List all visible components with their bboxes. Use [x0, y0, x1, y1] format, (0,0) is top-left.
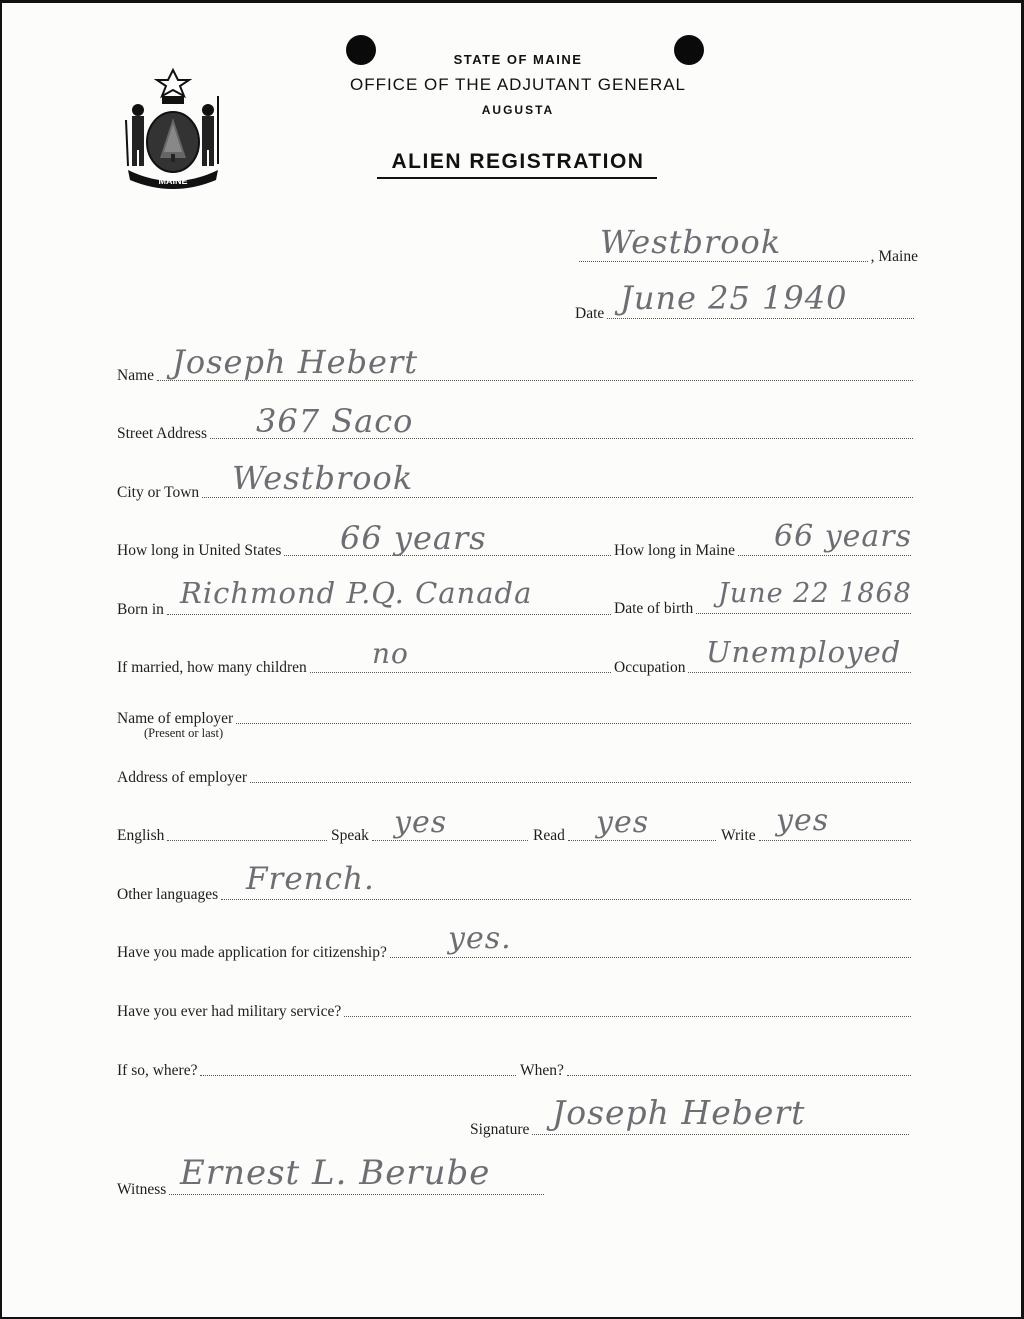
children-row: [117, 659, 614, 677]
military-row: [117, 1003, 914, 1021]
date-of-birth-line: [696, 612, 911, 614]
scan-border-left: [0, 0, 2, 1319]
occupation-line: [688, 671, 911, 673]
date-value: June 25 1940: [620, 279, 848, 317]
scan-border-top: [0, 0, 1024, 3]
how-long-maine-label: How long in Maine: [614, 542, 735, 559]
employer-sublabel: (Present or last): [144, 726, 224, 740]
military-line: [344, 1015, 911, 1017]
date-label: Date: [575, 305, 605, 322]
form-title: ALIEN REGISTRATION: [391, 150, 645, 173]
children-label: If married, how many children: [117, 659, 307, 676]
how-long-us-label: How long in United States: [117, 542, 282, 559]
street-row: [117, 425, 916, 443]
how-long-maine-value: 66 years: [774, 519, 913, 554]
name-label: Name: [117, 367, 155, 384]
occupation-value: Unemployed: [706, 635, 902, 669]
city-heading: AUGUSTA: [481, 103, 555, 117]
write-label: Write: [721, 827, 756, 844]
signature-value: Joseph Hebert: [552, 1093, 806, 1132]
place-value: Westbrook: [600, 223, 782, 261]
employer-address-label: Address of employer: [117, 769, 247, 786]
witness-label: Witness: [117, 1181, 167, 1198]
signature-line: [532, 1133, 909, 1135]
citizenship-row: [117, 944, 914, 962]
where-label: If so, where?: [117, 1062, 198, 1079]
children-line: [310, 671, 611, 673]
children-value: no: [372, 637, 409, 670]
employer-row: [117, 710, 914, 728]
other-languages-value: French.: [246, 861, 375, 897]
how-long-maine-line: [738, 554, 911, 556]
date-of-birth-label: Date of birth: [614, 600, 694, 617]
employer-address-line: [250, 781, 911, 783]
witness-value: Ernest L. Berube: [180, 1153, 491, 1193]
military-label: Have you ever had military service?: [117, 1003, 342, 1020]
street-value: 367 Saco: [256, 402, 414, 440]
write-value: yes: [776, 803, 830, 838]
signature-label: Signature: [470, 1121, 530, 1138]
english-label: English: [117, 827, 165, 844]
english-row: [117, 827, 330, 845]
title-underline: [377, 177, 657, 179]
employer-label: Name of employer: [117, 710, 234, 727]
street-label: Street Address: [117, 425, 207, 442]
other-languages-line: [221, 898, 911, 900]
how-long-us-value: 66 years: [340, 519, 487, 557]
city-label: City or Town: [117, 484, 200, 501]
born-in-label: Born in: [117, 601, 164, 618]
other-languages-label: Other languages: [117, 886, 219, 903]
name-value: Joseph Hebert: [172, 343, 419, 381]
office-heading: OFFICE OF THE ADJUTANT GENERAL: [349, 75, 687, 94]
other-languages-row: [117, 886, 914, 904]
employer-line: [236, 722, 911, 724]
witness-line: [169, 1193, 544, 1195]
write-line: [759, 839, 911, 841]
state-heading: STATE OF MAINE: [453, 52, 583, 67]
citizenship-line: [390, 956, 911, 958]
when-label: When?: [520, 1062, 564, 1079]
when-row: [520, 1062, 914, 1080]
city-value: Westbrook: [232, 459, 414, 497]
employer-address-row: [117, 769, 914, 787]
born-in-value: Richmond P.Q. Canada: [180, 576, 533, 610]
citizenship-value: yes.: [448, 921, 512, 956]
date-of-birth-value: June 22 1868: [718, 578, 912, 609]
seal-banner-text: MAINE: [158, 176, 188, 186]
speak-label: Speak: [331, 827, 369, 844]
when-line: [567, 1074, 911, 1076]
maine-seal-icon: [118, 66, 228, 190]
speak-value: yes: [394, 805, 448, 840]
place-suffix: , Maine: [870, 248, 918, 265]
english-line: [167, 839, 327, 841]
date-line: [607, 317, 914, 319]
read-value: yes: [596, 805, 650, 840]
read-label: Read: [533, 827, 565, 844]
born-in-line: [167, 613, 611, 615]
occupation-label: Occupation: [614, 659, 686, 676]
where-line: [200, 1074, 516, 1076]
citizenship-label: Have you made application for citizenship?: [117, 944, 387, 961]
where-row: [117, 1062, 519, 1080]
